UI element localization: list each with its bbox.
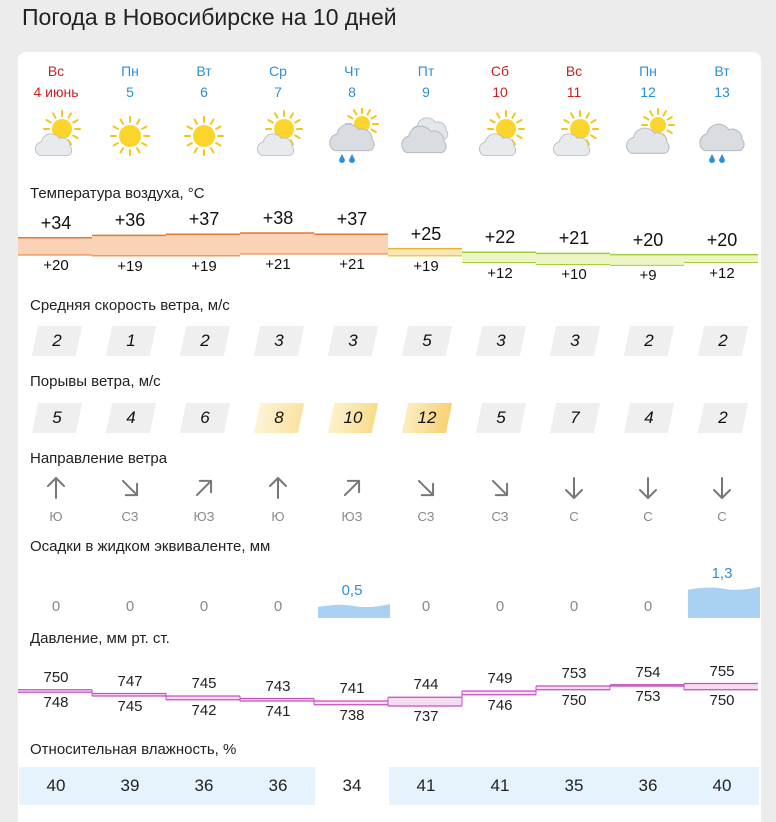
wind-arrow-down-icon [636, 474, 660, 502]
temperature-min: +20 [43, 256, 69, 274]
pressure-max: 744 [413, 676, 439, 694]
precipitation-value: 0,5 [341, 582, 363, 599]
pressure-max: 741 [339, 680, 365, 697]
pressure-band [684, 684, 758, 690]
pressure-min: 738 [339, 706, 365, 724]
day-of-week: Ср [269, 63, 287, 79]
humidity-value: 36 [611, 767, 685, 805]
wind-arrow-down-right-icon [118, 474, 142, 502]
wind-arrow-down-right-icon [414, 474, 438, 502]
wind-gust-value: 10 [343, 408, 363, 427]
humidity-value: 40 [19, 767, 93, 805]
day-of-week: Вс [565, 63, 583, 79]
wind-arrow-up-right-icon [192, 474, 216, 502]
day-date: 7 [274, 84, 282, 100]
temperature-min: +19 [117, 257, 143, 275]
pressure-min: 742 [191, 701, 217, 719]
day-date: 6 [200, 84, 208, 100]
precipitation-bar [318, 604, 390, 618]
humidity-value: 35 [537, 767, 611, 805]
humidity-value: 41 [389, 767, 463, 805]
rain-cloudy-icon [692, 108, 752, 168]
pressure-min: 753 [635, 688, 661, 705]
temperature-max: +21 [558, 228, 590, 249]
sun-icon [100, 108, 160, 168]
wind-gust-value: 7 [570, 408, 580, 427]
partly-cloudy-sun-icon [618, 108, 678, 168]
wind-gust-value: 8 [274, 408, 284, 427]
wind-gust-value: 5 [52, 408, 62, 427]
temperature-band [18, 238, 92, 255]
temperature-min: +19 [191, 257, 217, 275]
pressure-max: 749 [487, 670, 513, 687]
precipitation-value: 0 [421, 598, 431, 615]
wind-gust-value: 4 [644, 408, 654, 427]
pressure-min: 737 [413, 708, 439, 725]
day-of-week: Вт [196, 63, 212, 79]
cloudy-icon [396, 108, 456, 168]
wind-direction-section-title: Направление ветра [30, 450, 168, 467]
pressure-max: 753 [561, 665, 587, 682]
humidity-value: 36 [167, 767, 241, 805]
temperature-band [462, 252, 536, 262]
forecast-card [18, 52, 761, 822]
wind-direction-label: Ю [271, 509, 285, 524]
wind-speed-value: 5 [422, 331, 432, 350]
pressure-min: 741 [265, 703, 291, 720]
temperature-max: +34 [40, 212, 72, 233]
pressure-max: 743 [265, 677, 291, 695]
wind-direction-label: С [643, 509, 653, 524]
pressure-max: 754 [635, 663, 661, 681]
temperature-min: +19 [413, 257, 439, 275]
temperature-band [314, 234, 388, 254]
pressure-max: 750 [43, 668, 69, 686]
pressure-min: 746 [487, 696, 513, 714]
wind-gust-value: 5 [496, 408, 506, 427]
temperature-band [240, 233, 314, 254]
wind-gust-value: 6 [200, 408, 210, 427]
temperature-max: +37 [188, 209, 220, 230]
wind-direction-label: С [717, 509, 727, 524]
wind-speed-value: 2 [200, 331, 210, 350]
humidity-value: 39 [93, 767, 167, 805]
humidity-section-title: Относительная влажность, % [30, 741, 237, 758]
day-date: 10 [492, 84, 508, 100]
day-date: 5 [126, 84, 134, 100]
precipitation-value: 0 [495, 598, 505, 615]
pressure-max: 755 [709, 662, 735, 680]
temperature-max: +25 [410, 223, 442, 244]
temperature-min: +10 [561, 266, 587, 284]
wind-arrow-up-right-icon [340, 474, 364, 502]
humidity-value: 41 [463, 767, 537, 805]
wind-speed-value: 2 [718, 331, 728, 350]
partly-cloudy-icon [26, 108, 86, 168]
temperature-max: +38 [262, 208, 294, 228]
wind-arrow-up-icon [44, 474, 68, 502]
wind-speed-value: 1 [126, 331, 136, 350]
precipitation-value: 0 [643, 598, 653, 615]
precipitation-value: 0 [569, 598, 579, 615]
humidity-value: 40 [685, 767, 759, 805]
temperature-max: +36 [114, 210, 146, 231]
precipitation-value: 0 [125, 598, 135, 615]
wind-direction-label: Ю [49, 509, 63, 524]
sun-icon [174, 108, 234, 168]
temperature-min: +12 [487, 264, 513, 282]
wind-speed-value: 3 [348, 331, 358, 350]
temperature-section-title: Температура воздуха, °C [30, 185, 205, 202]
wind-direction-label: СЗ [417, 509, 435, 524]
pressure-section-title: Давление, мм рт. ст. [30, 630, 170, 647]
temperature-band [536, 253, 610, 264]
day-date: 8 [348, 84, 356, 100]
temperature-band [92, 235, 166, 256]
humidity-value: 36 [241, 767, 315, 805]
wind-gust-value: 12 [417, 408, 437, 427]
wind-gust-value: 2 [718, 408, 728, 427]
temperature-band [166, 234, 240, 256]
pressure-max: 747 [117, 672, 143, 690]
temperature-max: +20 [632, 229, 664, 250]
rain-partly-cloudy-icon [322, 108, 382, 168]
day-date: 11 [566, 84, 582, 100]
pressure-min: 748 [43, 694, 69, 712]
wind-arrow-down-icon [562, 474, 586, 502]
wind-direction-label: С [569, 509, 579, 524]
humidity-value: 34 [315, 767, 389, 805]
day-date: 9 [422, 84, 430, 100]
day-of-week: Пт [417, 63, 435, 79]
wind-direction-label: СЗ [491, 509, 509, 524]
pressure-min: 750 [561, 691, 587, 709]
wind-speed-section-title: Средняя скорость ветра, м/с [30, 297, 230, 314]
temperature-min: +9 [639, 267, 657, 285]
precipitation-bar [688, 587, 760, 618]
wind-speed-value: 2 [644, 331, 654, 350]
temperature-band [388, 249, 462, 256]
wind-speed-value: 2 [52, 331, 62, 350]
pressure-max: 745 [191, 675, 217, 692]
temperature-band [610, 255, 684, 266]
day-of-week: Вс [47, 63, 65, 79]
partly-cloudy-icon [470, 108, 530, 168]
pressure-min: 750 [709, 691, 735, 709]
wind-direction-label: ЮЗ [341, 509, 363, 524]
temperature-min: +12 [709, 264, 735, 282]
wind-direction-label: СЗ [121, 509, 139, 524]
precipitation-value: 1,3 [711, 564, 733, 582]
day-date: 13 [714, 84, 730, 100]
day-date: 12 [640, 84, 656, 100]
temperature-max: +37 [336, 209, 368, 230]
wind-arrow-up-icon [266, 474, 290, 502]
temperature-max: +20 [706, 229, 738, 250]
page-title: Погода в Новосибирске на 10 дней [22, 4, 397, 30]
pressure-min: 745 [117, 698, 143, 715]
temperature-min: +21 [265, 256, 291, 273]
precipitation-value: 0 [273, 598, 283, 615]
day-of-week: Сб [490, 63, 510, 79]
partly-cloudy-icon [544, 108, 604, 168]
precipitation-section-title: Осадки в жидком эквиваленте, мм [30, 538, 271, 555]
day-of-week: Чт [344, 63, 360, 79]
day-of-week: Вт [714, 63, 730, 79]
temperature-band [684, 255, 758, 263]
day-of-week: Пн [121, 63, 139, 79]
wind-arrow-down-icon [710, 474, 734, 502]
wind-speed-value: 3 [570, 331, 580, 350]
precipitation-value: 0 [199, 598, 209, 615]
day-of-week: Пн [639, 63, 657, 79]
pressure-band [388, 697, 462, 706]
partly-cloudy-icon [248, 108, 308, 168]
temperature-max: +22 [484, 227, 516, 248]
temperature-min: +21 [339, 256, 365, 273]
wind-gusts-section-title: Порывы ветра, м/с [30, 373, 161, 390]
day-date: 4 июнь [33, 84, 79, 100]
wind-direction-label: ЮЗ [193, 509, 215, 524]
wind-gust-value: 4 [126, 408, 136, 427]
wind-speed-value: 3 [496, 331, 506, 350]
wind-arrow-down-right-icon [488, 474, 512, 502]
wind-speed-value: 3 [274, 331, 284, 350]
precipitation-value: 0 [51, 598, 61, 615]
